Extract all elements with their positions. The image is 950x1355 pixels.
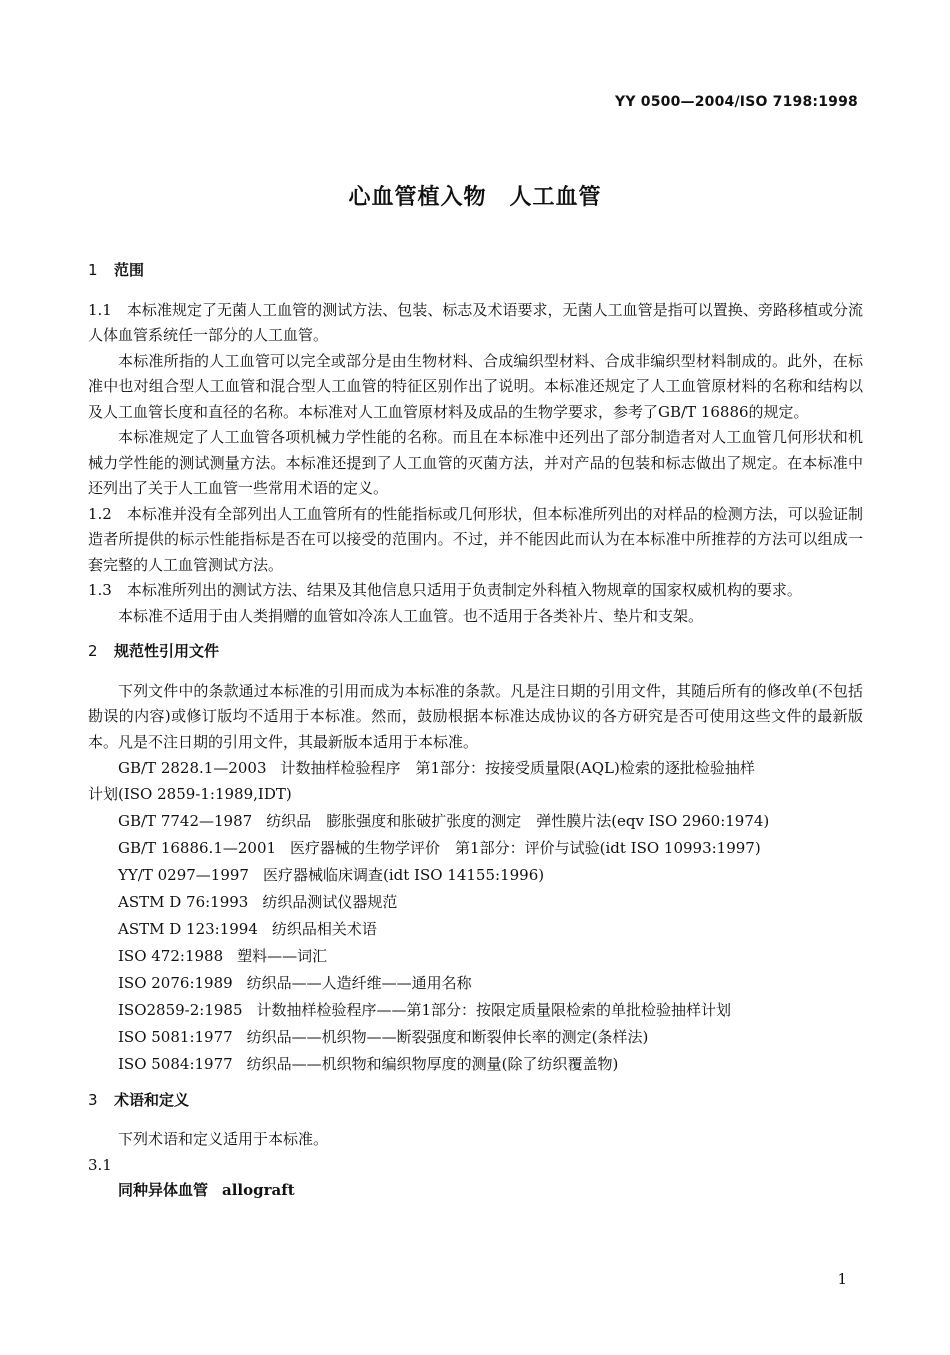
reference-item xyxy=(88,808,863,835)
reference-title: 计数抽样检验程序——第1部分：按限定质量限检索的单批检验抽样计划 xyxy=(256,1000,732,1019)
reference-code: ISO 472:1988 xyxy=(118,946,224,965)
reference-item xyxy=(88,1051,863,1078)
term-english: allograft xyxy=(222,1181,295,1199)
reference-title: 纺织品 膨胀强度和胀破扩张度的测定 弹性膜片法(eqv ISO 2960:1974) xyxy=(266,811,770,830)
reference-code: YY/T 0297—1997 xyxy=(118,865,249,884)
reference-title: 计数抽样检验程序 第1部分：按接受质量限(AQL)检索的逐批检验抽样 xyxy=(280,759,755,777)
paragraph-3-intro: 下列术语和定义适用于本标准。 xyxy=(118,1130,329,1148)
reference-title: 纺织品——机织物——断裂强度和断裂伸长率的测定(条样法) xyxy=(246,1027,649,1046)
reference-item xyxy=(88,943,863,970)
section-3-heading xyxy=(88,1088,863,1114)
reference-code: ISO 2076:1989 xyxy=(118,973,233,992)
page-number: 1 xyxy=(837,1270,847,1288)
term-entry xyxy=(88,1178,863,1204)
reference-code: ASTM D 76:1993 xyxy=(118,892,249,911)
paragraph-1-3: 1.3 本标准所列出的测试方法、结果及其他信息只适用于负责制定外科植入物规章的国家权威机构的要求。 xyxy=(88,581,802,599)
reference-code: ISO2859-2:1985 xyxy=(118,1000,243,1019)
document-body xyxy=(88,258,863,1204)
reference-title: 塑料——词汇 xyxy=(237,946,328,965)
reference-code: GB/T 2828.1—2003 xyxy=(118,759,267,777)
reference-item xyxy=(88,755,863,782)
reference-item xyxy=(88,862,863,889)
reference-title: 医疗器械的生物学评价 第1部分：评价与试验(idt ISO 10993:1997) xyxy=(290,838,761,857)
section-title: 术语和定义 xyxy=(114,1090,190,1109)
document-title: 心血管植入物 人工血管 xyxy=(348,185,602,210)
section-2-heading xyxy=(88,639,863,665)
section-1-heading xyxy=(88,258,863,284)
section-title: 规范性引用文件 xyxy=(114,642,220,660)
paragraph-2-intro: 下列文件中的条款通过本标准的引用而成为本标准的条款。凡是注日期的引用文件，其随后所有的修改单(不包括勘误的内容)或修订版均不适用于本标准。然而，鼓励根据本标准达成协议的各方研究是否可使用这些文件的最新版本。凡是不注日期的引用文件，其最新版本适用于本标准。 xyxy=(88,681,863,751)
reference-title: 纺织品——机织物和编织物厚度的测量(除了纺织覆盖物) xyxy=(246,1054,619,1073)
section-number: 3 xyxy=(88,1090,98,1109)
section-number: 2 xyxy=(88,642,98,660)
term-chinese: 同种异体血管 xyxy=(118,1181,209,1199)
reference-code: ISO 5081:1977 xyxy=(118,1027,233,1046)
reference-title: 纺织品测试仪器规范 xyxy=(262,892,398,911)
reference-item xyxy=(88,916,863,943)
reference-code: ISO 5084:1977 xyxy=(118,1054,233,1073)
reference-item xyxy=(88,889,863,916)
reference-title: 纺织品——人造纤维——通用名称 xyxy=(246,973,472,992)
reference-item xyxy=(88,1024,863,1051)
section-number: 1 xyxy=(88,261,98,279)
paragraph-1-3-b: 本标准不适用于由人类捐赠的血管如冷冻人工血管。也不适用于各类补片、垫片和支架。 xyxy=(118,606,704,625)
subsection-number: 3.1 xyxy=(88,1155,112,1174)
reference-code: GB/T 16886.1—2001 xyxy=(118,838,277,857)
reference-item xyxy=(88,835,863,862)
reference-title: 医疗器械临床调查(idt ISO 14155:1996) xyxy=(262,865,545,884)
paragraph-1-1-b: 本标准所指的人工血管可以完全或部分是由生物材料、合成编织型材料、合成非编织型材料制成的。此外，在标准中也对组合型人工血管和混合型人工血管的特征区别作出了说明。本标准还规定了人工血管原材料的名称和结构以及人工血管长度和直径的名称。本标准对人工血管原材料及成品的生物学要求，参考了GB/T 16886的规定。 xyxy=(88,351,863,421)
reference-code: ASTM D 123:1994 xyxy=(118,919,258,938)
reference-continuation: 计划(ISO 2859-1:1989,IDT) xyxy=(88,785,292,803)
reference-title: 纺织品相关术语 xyxy=(271,919,377,938)
paragraph-1-1: 1.1 本标准规定了无菌人工血管的测试方法、包装、标志及术语要求，无菌人工血管是指可以置换、旁路移植或分流人体血管系统任一部分的人工血管。 xyxy=(88,300,863,344)
reference-item xyxy=(88,997,863,1024)
reference-code: GB/T 7742—1987 xyxy=(118,811,253,830)
reference-item xyxy=(88,970,863,997)
paragraph-1-1-c: 本标准规定了人工血管各项机械力学性能的名称。而且在本标准中还列出了部分制造者对人工血管几何形状和机械力学性能的测试测量方法。本标准还提到了人工血管的灭菌方法，并对产品的包装和标志做出了规定。在本标准中还列出了关于人工血管一些常用术语的定义。 xyxy=(88,428,863,497)
section-title: 范围 xyxy=(114,261,145,279)
standard-code: YY 0500—2004/ISO 7198:1998 xyxy=(615,94,858,110)
paragraph-1-2: 1.2 本标准并没有全部列出人工血管所有的性能指标或几何形状，但本标准所列出的对样品的检测方法，可以验证制造者所提供的标示性能指标是否在可以接受的范围内。不过，并不能因此而认为在本标准中所推荐的方法可以组成一套完整的人工血管测试方法。 xyxy=(88,504,863,574)
